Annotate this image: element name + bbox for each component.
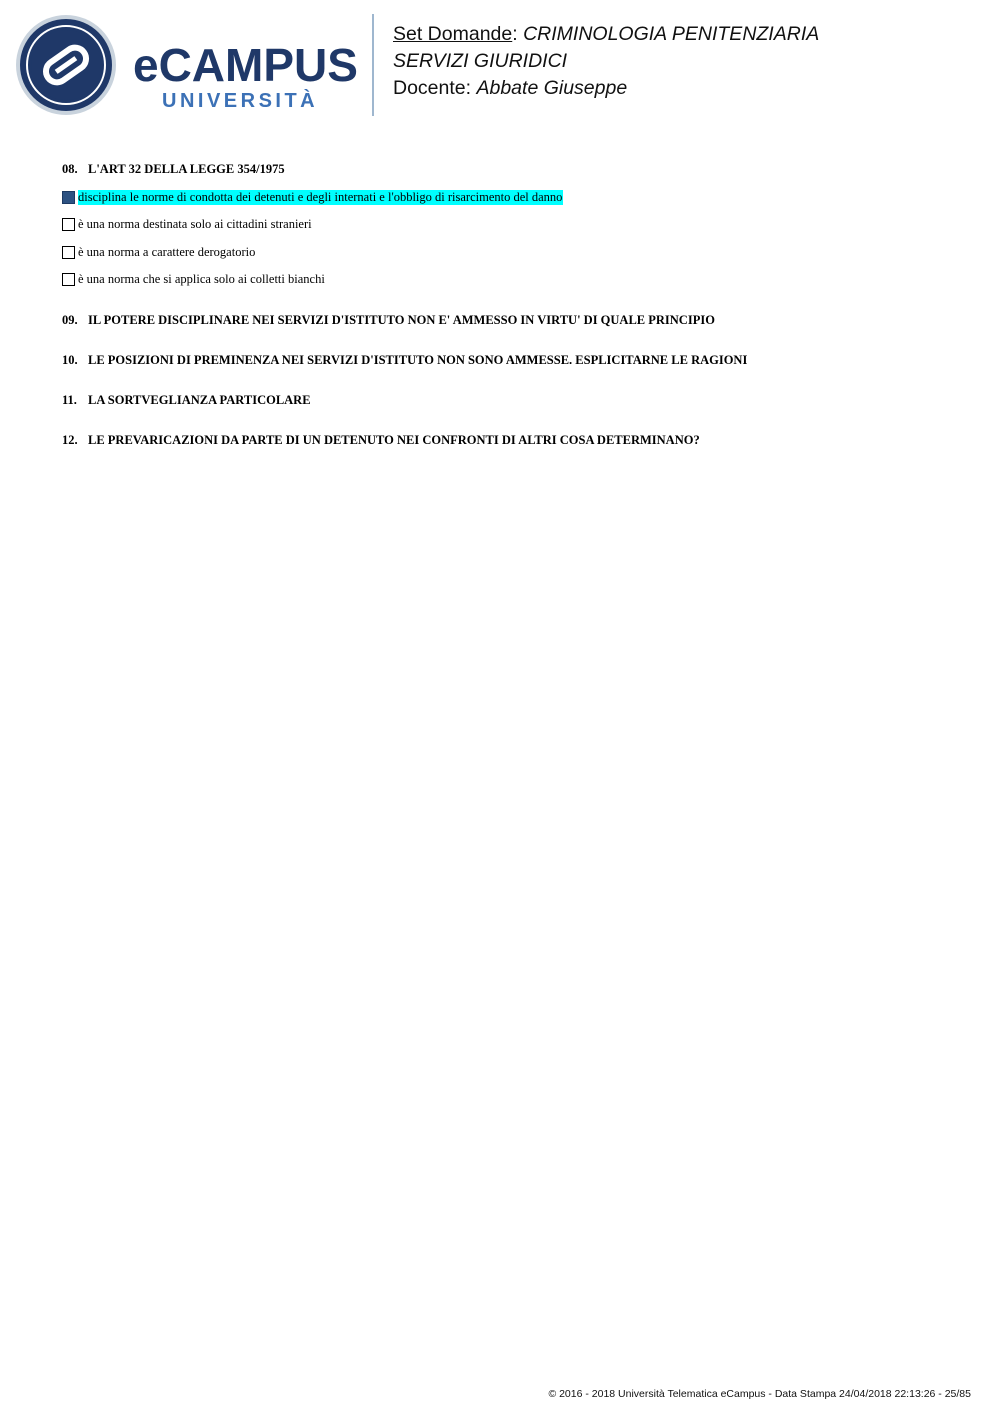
teacher-label: Docente: bbox=[393, 77, 472, 99]
brand-subtitle: UNIVERSITÀ bbox=[162, 90, 319, 112]
answer-text: è una norma a carattere derogatorio bbox=[78, 244, 256, 259]
question-number: 09. bbox=[62, 313, 78, 327]
checked-checkbox-icon[interactable] bbox=[62, 191, 75, 204]
page-footer: © 2016 - 2018 Università Telematica eCampus - Data Stampa 24/04/2018 22:13:26 - 25/85 bbox=[548, 1388, 971, 1400]
answer-option-4[interactable] bbox=[62, 271, 325, 287]
ecampus-logo bbox=[14, 14, 359, 118]
ecampus-seal-logo-icon bbox=[16, 15, 116, 115]
header-divider bbox=[372, 14, 374, 116]
answer-text: è una norma destinata solo ai cittadini stranieri bbox=[78, 216, 312, 231]
answer-text: disciplina le norme di condotta dei detenuti e degli internati e l'obbligo di risarcimento del danno bbox=[78, 189, 563, 204]
question-text: LE POSIZIONI DI PREMINENZA NEI SERVIZI D'ISTITUTO NON SONO AMMESSE. ESPLICITARNE LE RAGIONI bbox=[88, 353, 748, 367]
course-line-1: CRIMINOLOGIA PENITENZIARIA bbox=[523, 23, 820, 45]
question-12 bbox=[62, 433, 700, 448]
question-text: L'ART 32 DELLA LEGGE 354/1975 bbox=[88, 162, 285, 176]
question-text: LA SORTVEGLIANZA PARTICOLARE bbox=[88, 393, 311, 407]
checkbox-icon[interactable] bbox=[62, 218, 75, 231]
question-10 bbox=[62, 353, 747, 368]
question-text: IL POTERE DISCIPLINARE NEI SERVIZI D'ISTITUTO NON E' AMMESSO IN VIRTU' DI QUALE PRINCIPIO bbox=[88, 313, 715, 327]
answer-option-2[interactable] bbox=[62, 216, 312, 232]
checkbox-icon[interactable] bbox=[62, 273, 75, 286]
question-number: 12. bbox=[62, 433, 78, 447]
header-info bbox=[393, 21, 819, 102]
question-number: 08. bbox=[62, 162, 78, 176]
question-text: LE PREVARICAZIONI DA PARTE DI UN DETENUTO NEI CONFRONTI DI ALTRI COSA DETERMINANO? bbox=[88, 433, 700, 447]
teacher-name: Abbate Giuseppe bbox=[476, 77, 628, 99]
question-11 bbox=[62, 393, 311, 408]
answer-option-3[interactable] bbox=[62, 244, 255, 260]
question-number: 10. bbox=[62, 353, 78, 367]
answer-option-1[interactable] bbox=[62, 189, 563, 205]
set-label: Set Domande bbox=[393, 23, 513, 45]
course-line-2: SERVIZI GIURIDICI bbox=[393, 50, 568, 72]
question-09 bbox=[62, 313, 715, 328]
checkbox-icon[interactable] bbox=[62, 246, 75, 259]
set-separator: : bbox=[512, 23, 518, 45]
answer-text: è una norma che si applica solo ai colletti bianchi bbox=[78, 271, 325, 286]
question-08 bbox=[62, 162, 285, 177]
question-number: 11. bbox=[62, 393, 77, 407]
brand-name: eCAMPUS bbox=[133, 39, 358, 91]
